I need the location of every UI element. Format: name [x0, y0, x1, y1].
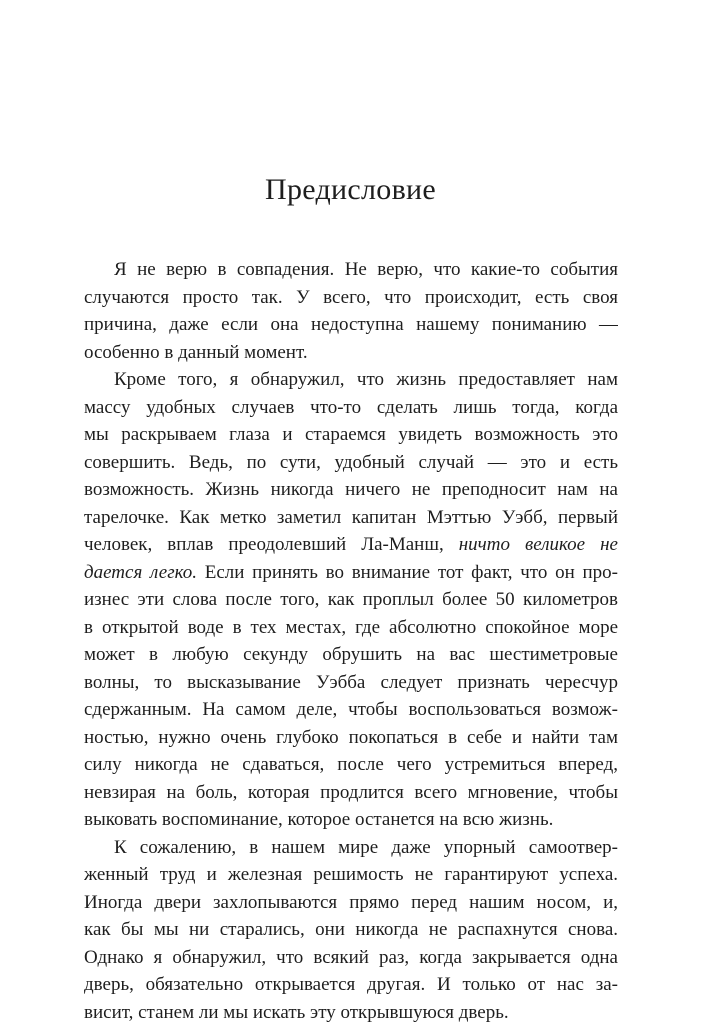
- text-line: К сожалению, в нашем мире даже упорный самоотвер-: [84, 834, 618, 862]
- text-line: выковать воспоминание, которое останется на всю жизнь.: [84, 806, 618, 834]
- text-segment: человек, вплав преодолевший Ла-Манш,: [84, 534, 459, 555]
- italic-quote: ничто великое не: [459, 534, 618, 555]
- text-line: [84, 531, 618, 559]
- text-line: невзирая на боль, которая продлится всего мгновение, чтобы: [84, 779, 618, 807]
- body-text: [84, 256, 618, 1026]
- text-line: изнес эти слова после того, как проплыл более 50 километров: [84, 586, 618, 614]
- text-line: Иногда двери захлопываются прямо перед нашим носом, и,: [84, 889, 618, 917]
- text-line: сдержанным. На самом деле, чтобы воспользоваться возмож-: [84, 696, 618, 724]
- text-line: как бы мы ни старались, они никогда не распахнутся снова.: [84, 916, 618, 944]
- text-line: Кроме того, я обнаружил, что жизнь предоставляет нам: [84, 366, 618, 394]
- text-line: случаются просто так. У всего, что происходит, есть своя: [84, 284, 618, 312]
- text-line: тарелочке. Как метко заметил капитан Мэттью Уэбб, первый: [84, 504, 618, 532]
- text-line: массу удобных случаев что-то сделать лишь тогда, когда: [84, 394, 618, 422]
- text-line: особенно в данный момент.: [84, 339, 618, 367]
- text-line: Я не верю в совпадения. Не верю, что какие-то события: [84, 256, 618, 284]
- text-line: волны, то высказывание Уэбба следует признать чересчур: [84, 669, 618, 697]
- text-line: в открытой воде в тех местах, где абсолютно спокойное море: [84, 614, 618, 642]
- text-line: висит, станем ли мы искать эту открывшуюся дверь.: [84, 999, 618, 1026]
- text-line: возможность. Жизнь никогда ничего не преподносит нам на: [84, 476, 618, 504]
- text-line: ностью, нужно очень глубоко покопаться в себе и найти там: [84, 724, 618, 752]
- chapter-title: Предисловие: [0, 170, 701, 210]
- italic-quote: дается легко.: [84, 562, 197, 583]
- text-segment: Если принять во внимание тот факт, что он про-: [197, 562, 618, 583]
- text-line: женный труд и железная решимость не гарантируют успеха.: [84, 861, 618, 889]
- text-line: [84, 559, 618, 587]
- text-line: мы раскрываем глаза и стараемся увидеть возможность это: [84, 421, 618, 449]
- text-line: дверь, обязательно открывается другая. И только от нас за-: [84, 971, 618, 999]
- text-line: может в любую секунду обрушить на вас шестиметровые: [84, 641, 618, 669]
- text-line: Однако я обнаружил, что всякий раз, когда закрывается одна: [84, 944, 618, 972]
- text-line: совершить. Ведь, по сути, удобный случай — это и есть: [84, 449, 618, 477]
- text-line: силу никогда не сдаваться, после чего устремиться вперед,: [84, 751, 618, 779]
- text-line: причина, даже если она недоступна нашему пониманию —: [84, 311, 618, 339]
